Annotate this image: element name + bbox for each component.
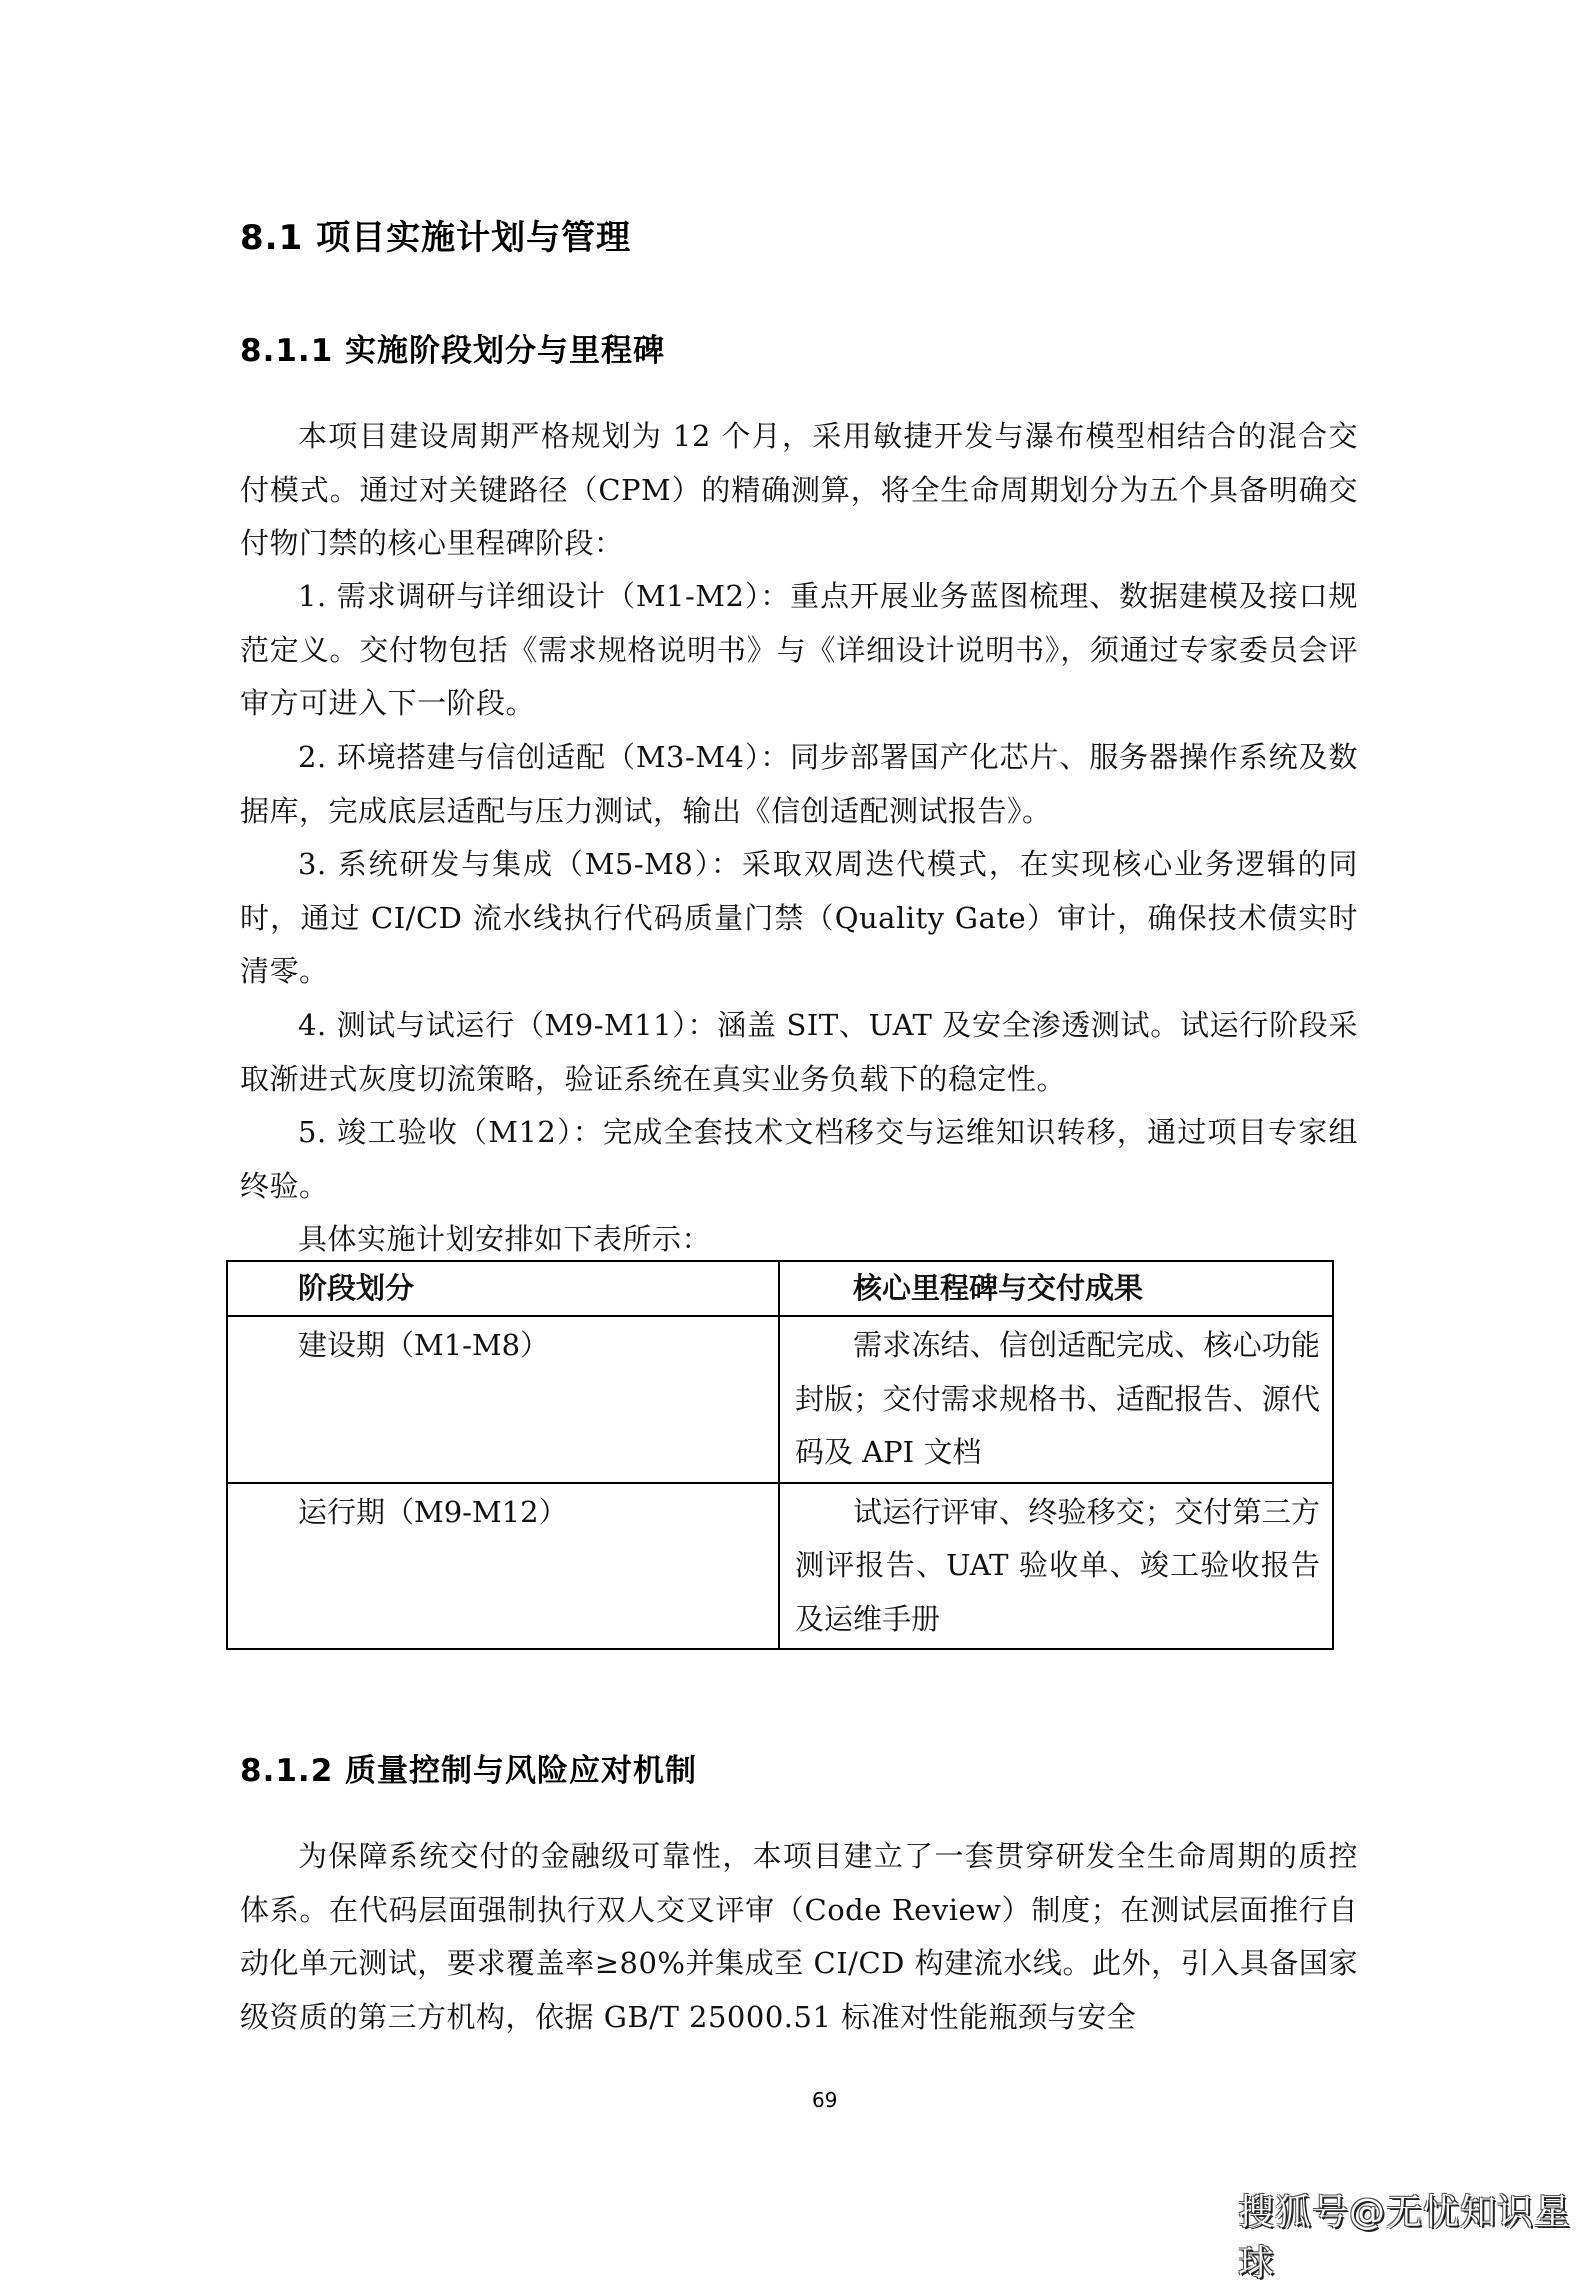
page-number: 69 [812, 2088, 838, 2112]
intro-paragraph: 本项目建设周期严格规划为 12 个月，采用敏捷开发与瀑布模型相结合的混合交付模式。通过对关键路径（CPM）的精确测算，将全生命周期划分为五个具备明确交付物门禁的核心里程碑阶段： [240, 419, 1358, 560]
subsection-heading-1: 8.1.1 实施阶段划分与里程碑 [240, 333, 666, 369]
phase-item-4: 4. 测试与试运行（M9-M11）：涵盖 SIT、UAT 及安全渗透测试。试运行阶段采取渐进式灰度切流策略，验证系统在真实业务负载下的稳定性。 [240, 1008, 1358, 1096]
phase-item-5: 5. 竣工验收（M12）：完成全套技术文档移交与运维知识转移，通过项目专家组终验。 [240, 1115, 1358, 1203]
table-cell-milestones [779, 1483, 1333, 1650]
table-header-milestones: 核心里程碑与交付成果 [779, 1261, 1333, 1316]
table-row [227, 1483, 1333, 1650]
subsection-heading-2: 8.1.2 质量控制与风险应对机制 [240, 1753, 698, 1789]
phase-item-2: 2. 环境搭建与信创适配（M3-M4）：同步部署国产化芯片、服务器操作系统及数据库，完成底层适配与压力测试，输出《信创适配测试报告》。 [240, 740, 1358, 828]
table-cell-milestones [779, 1316, 1333, 1483]
table-cell-milestones-text: 试运行评审、终验移交；交付第三方测评报告、UAT 验收单、竣工验收报告及运维手册 [795, 1494, 1320, 1636]
table-row [227, 1316, 1333, 1483]
table-cell-phase: 建设期（M1-M8） [227, 1316, 779, 1483]
table-header-phase: 阶段划分 [227, 1261, 779, 1316]
table-cell-phase: 运行期（M9-M12） [227, 1483, 779, 1650]
implementation-plan-table [226, 1260, 1334, 1650]
section-heading: 8.1 项目实施计划与管理 [240, 218, 632, 258]
table-intro: 具体实施计划安排如下表所示： [298, 1222, 712, 1256]
phase-item-3: 3. 系统研发与集成（M5-M8）：采取双周迭代模式，在实现核心业务逻辑的同时，通过 CI/CD 流水线执行代码质量门禁（Quality Gate）审计，确保技术债实时清零。 [240, 847, 1358, 988]
table-header-row [227, 1261, 1333, 1316]
table-cell-milestones-text: 需求冻结、信创适配完成、核心功能封版；交付需求规格书、适配报告、源代码及 API 文档 [795, 1328, 1320, 1469]
phase-item-1: 1. 需求调研与详细设计（M1-M2）：重点开展业务蓝图梳理、数据建模及接口规范定义。交付物包括《需求规格说明书》与《详细设计说明书》，须通过专家委员会评审方可进入下一阶段。 [240, 579, 1358, 720]
watermark: 搜狐号@无忧知识星球 [1238, 2192, 1572, 2284]
quality-paragraph: 为保障系统交付的金融级可靠性，本项目建立了一套贯穿研发全生命周期的质控体系。在代码层面强制执行双人交叉评审（Code Review）制度；在测试层面推行自动化单元测试，要求覆盖率≥80%并集成至 CI/CD 构建流水线。此外，引入具备国家级资质的第三方机构，依据 GB/T 25000.51 标准对性能瓶颈与安全 [240, 1839, 1358, 2034]
